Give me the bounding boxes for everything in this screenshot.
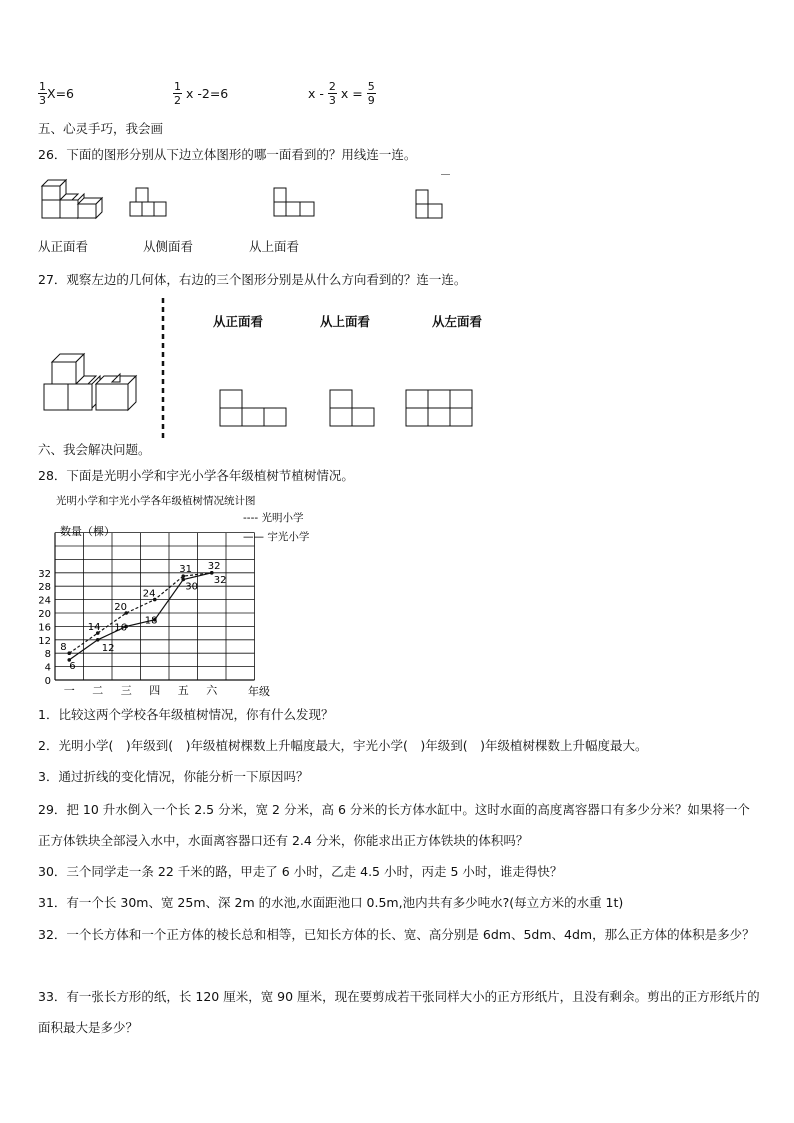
q27-view-1 — [220, 390, 286, 426]
y-tick-label: 4 — [44, 662, 51, 674]
y-tick-label: 32 — [38, 568, 51, 580]
chart-y-label: 数量（棵） — [60, 525, 115, 538]
data-label-yuguang: 16 — [114, 622, 127, 634]
x-tick-label: 一 — [63, 684, 75, 697]
chart-title: 光明小学和宇光小学各年级植树情况统计图 — [56, 495, 256, 507]
equation-1 — [38, 80, 74, 107]
legend-guangming: ---- 光明小学 — [243, 512, 304, 524]
legend-yuguang: —— 宇光小学 — [243, 531, 310, 543]
x-tick-label: 四 — [149, 684, 161, 697]
equation-3 — [308, 80, 376, 107]
data-label-yuguang: 32 — [213, 574, 227, 586]
sub-question-1: 1．比较这两个学校各年级植树情况，你有什么发现？ — [38, 707, 334, 722]
eq3-denominator-2: 9 — [367, 94, 375, 107]
data-label-guangming: 20 — [114, 602, 127, 613]
eq1-denominator: 3 — [39, 94, 46, 107]
data-label-guangming: 31 — [179, 564, 192, 576]
q27-label-left: 从左面看 — [432, 314, 483, 329]
q26-view-2 — [274, 188, 314, 216]
data-label-guangming: 8 — [60, 642, 67, 654]
question-33: 33．有一张长方形的纸，长 120 厘米，宽 90 厘米，现在要剪成若干张同样大小的正方形纸片，且没有剩余。剪出的正方形纸片的面积最大是多少？ — [38, 989, 760, 1035]
question-32: 32．一个长方体和一个正方体的棱长总和相等，已知长方体的长、宽、高分别是 6dm、5dm、4dm，那么正方体的体积是多少？ — [38, 927, 755, 942]
data-point — [67, 651, 71, 655]
y-tick-label: 0 — [44, 676, 51, 687]
data-label-guangming: 32 — [207, 560, 221, 572]
y-tick-label: 12 — [38, 635, 51, 647]
equation-2 — [173, 80, 228, 107]
data-label-guangming: 14 — [87, 622, 101, 634]
question-27: 27．观察左边的几何体，右边的三个图形分别是从什么方向看到的？连一连。 — [38, 272, 467, 287]
data-point — [96, 638, 100, 642]
eq1-numerator: 1 — [39, 80, 46, 93]
x-tick-label: 三 — [120, 684, 132, 697]
tree-planting-line-chart — [30, 488, 360, 703]
section-5-heading: 五、心灵手巧，我会画 — [38, 121, 164, 136]
data-label-yuguang: 6 — [69, 660, 76, 672]
eq3-numerator-1: 2 — [328, 80, 336, 93]
data-label-yuguang: 30 — [185, 581, 198, 593]
sub-question-3: 3．通过折线的变化情况，你能分析一下原因吗？ — [38, 769, 309, 784]
chart-x-label: 年级 — [248, 685, 270, 698]
q27-solid-figure — [44, 354, 136, 410]
q26-figures — [36, 174, 456, 226]
y-tick-label: 8 — [44, 649, 51, 661]
q26-view-1 — [130, 188, 166, 216]
question-26: 26．下面的图形分别从下边立体图形的哪一面看到的？用线连一连。 — [38, 147, 417, 162]
eq2-rest: x -2=6 — [185, 86, 229, 101]
eq2-denominator: 2 — [174, 94, 181, 107]
y-tick-label: 20 — [38, 609, 51, 620]
eq3-pre: x - — [308, 86, 324, 101]
x-tick-label: 六 — [206, 684, 218, 697]
y-tick-label: 28 — [38, 582, 51, 594]
eq2-numerator: 1 — [174, 80, 181, 93]
data-label-yuguang: 12 — [101, 642, 115, 654]
q27-label-top: 从上面看 — [320, 314, 371, 329]
q26-solid-figure — [42, 180, 102, 218]
question-28: 28．下面是光明小学和宇光小学各年级植树节植树情况。 — [38, 468, 354, 483]
eq3-denominator-1: 3 — [328, 94, 336, 107]
eq3-mid: x = — [340, 86, 363, 101]
q26-label-side: 从侧面看 — [143, 239, 194, 254]
question-29: 29．把 10 升水倒入一个长 2.5 分米，宽 2 分米，高 6 分米的长方体水缸中。这时水面的高度离容器口有多少分米？如果将一个正方体铁块全部浸入水中，水面离容器口还有 2.4 分米，你能求出正方体铁块的体积吗？ — [38, 802, 750, 848]
x-tick-label: 二 — [92, 684, 104, 697]
q26-view-3 — [416, 190, 442, 218]
data-label-guangming: 24 — [142, 588, 156, 600]
q27-view-2 — [330, 390, 374, 426]
question-31: 31．有一个长 30m、宽 25m、深 2m 的水池,水面距池口 0.5m,池内共有多少吨水?(每立方米的水重 1t) — [38, 895, 624, 910]
y-tick-label: 24 — [38, 595, 51, 607]
x-tick-label: 五 — [177, 684, 189, 697]
data-label-yuguang: 18 — [144, 615, 158, 627]
sub-question-2: 2．光明小学( )年级到( )年级植树棵数上升幅度最大，宇光小学( )年级到( )年级植树棵数上升幅度最大。 — [38, 738, 648, 753]
question-30: 30．三个同学走一条 22 千米的路，甲走了 6 小时，乙走 4.5 小时，丙走 5 小时，谁走得快？ — [38, 864, 563, 879]
q27-view-3 — [406, 390, 472, 426]
q27-figures — [36, 296, 486, 440]
q26-label-front: 从正面看 — [38, 239, 89, 254]
q26-label-top: 从上面看 — [249, 239, 300, 254]
y-tick-label: 16 — [38, 622, 51, 634]
section-6-heading: 六、我会解决问题。 — [38, 442, 151, 457]
q27-label-front: 从正面看 — [213, 314, 264, 329]
eq1-rest: X=6 — [47, 86, 74, 101]
eq3-numerator-2: 5 — [367, 80, 375, 93]
